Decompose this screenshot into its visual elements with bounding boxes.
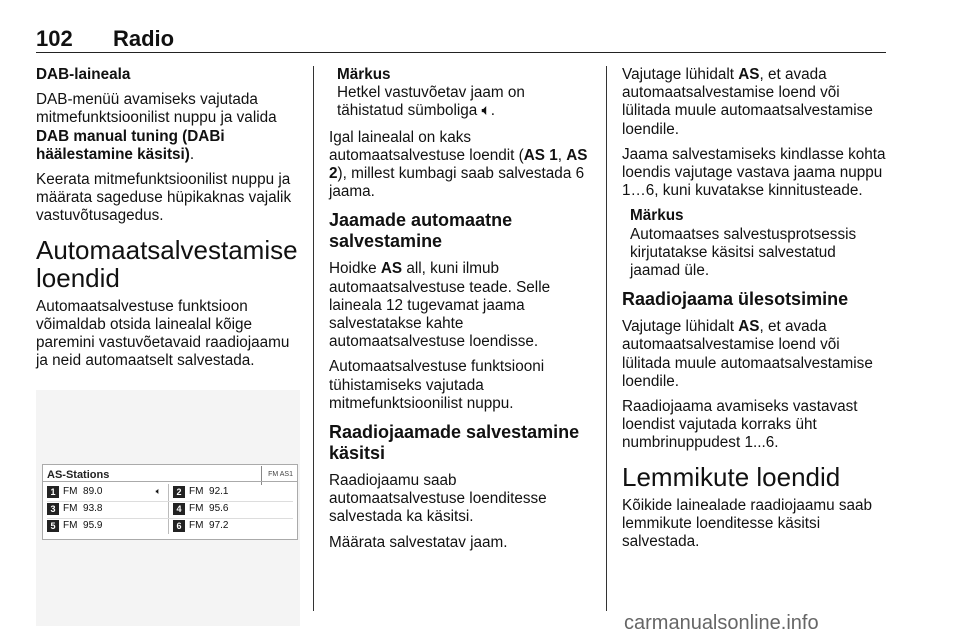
heading-recall: Raadiojaama ülesotsimine <box>622 289 849 310</box>
dab-paragraph-2: Keerata mitmefunktsioonilist nuppu ja määrata sageduse hüpikaknas vajalik vastuvõtusagedus. <box>36 171 292 225</box>
store-position-paragraph: Jaama salvestamiseks kindlasse kohta loendis vajutage vastava jaama nuppu 1…6, kuni kuvatakse kinnitusteade. <box>622 145 886 200</box>
favourites-paragraph: Kõikide lainealade raadiojaamu saab lemmikute loenditesse käsitsi salvestada. <box>622 496 873 551</box>
station-preset-1[interactable]: 1 FM 89.0 🔈︎ <box>47 484 167 499</box>
note-text: Hetkel vastuvõetav jaam on tähistatud sümboliga 🔈︎. <box>337 84 525 120</box>
note-text: Automaatses salvestusprotsessis kirjutatakse käsitsi salvestatud jaamad üle. <box>630 225 857 280</box>
section-heading-autostore: Automaatsalvestamise loendid <box>36 234 298 293</box>
autostore-paragraph: Automaatsalvestuse funktsioon võimaldab otsida lainealal kõige paremini vastuvõetavaid raadiojaamu ja neid automaatselt salvestada. <box>36 297 290 370</box>
page-header <box>36 24 886 53</box>
note-heading: Märkus <box>337 66 391 83</box>
page-number: 102 <box>36 26 73 51</box>
note-box-2 <box>630 207 887 280</box>
grid-separator <box>168 484 169 534</box>
note-box <box>337 66 591 121</box>
column-1 <box>36 66 300 626</box>
as-lists-paragraph: Igal lainealal on kaks automaatsalvestuse loendit (AS 1, AS 2), millest kumbagi saab salvestada 6 jaama. <box>329 128 588 201</box>
station-preset-2[interactable]: 2 FM 92.1 <box>173 484 228 499</box>
heading-manual-store: Raadiojaamade salvestamine käsitsi <box>329 422 580 464</box>
select-station-paragraph: Määrata salvestatav jaam. <box>329 533 508 551</box>
recall-paragraph-2: Raadiojaama avamiseks vastavast loendist vajutada korraks üht numbrinuppudest 1...6. <box>622 398 858 452</box>
watermark: carmanualsonline.info <box>624 612 819 634</box>
station-preset-3[interactable]: 3 FM 93.8 <box>47 501 102 516</box>
station-preset-5[interactable]: 5 FM 95.9 <box>47 518 102 533</box>
manual-store-paragraph: Raadiojaamu saab automaatsalvestuse loenditesse salvestada ka käsitsi. <box>329 472 547 526</box>
page-title: Radio <box>113 26 175 51</box>
dab-text: DAB-menüü avamiseks vajutada mitmefunktsioonilist nuppu ja valida <box>36 91 277 127</box>
station-preset-4[interactable]: 4 FM 95.6 <box>173 501 228 516</box>
dab-menu-item: DAB manual tuning (DABi häälestamine käsitsi) <box>36 127 225 163</box>
heading-auto-store: Jaamade automaatne salvestamine <box>329 210 513 252</box>
note-heading: Märkus <box>630 207 684 225</box>
as-stations-panel <box>42 464 298 540</box>
panel-title: AS-Stations <box>47 469 110 482</box>
recall-paragraph: Vajutage lühidalt AS, et avada automaatsalvestamise loend või lülitada muule automaatsalvestamise loendile. <box>622 318 873 390</box>
as-stations-figure <box>36 390 300 626</box>
station-preset-6[interactable]: 6 FM 97.2 <box>173 518 228 533</box>
dab-heading: DAB-laineala <box>36 66 131 83</box>
auto-store-paragraph: Hoidke AS all, kuni ilmub automaatsalvestuse teade. Selle laineala 12 tugevamat jaama salvestatakse kahte automaatsalvestuse loendisse. <box>329 260 551 351</box>
cancel-paragraph: Automaatsalvestuse funktsiooni tühistamiseks vajutada mitmefunktsioonilist nuppu. <box>329 358 545 412</box>
heading-favourites: Lemmikute loendid <box>622 461 841 492</box>
column-divider <box>606 66 607 611</box>
column-2 <box>329 66 591 559</box>
column-divider <box>313 66 314 611</box>
speaker-icon: 🔈︎ <box>155 486 161 497</box>
dab-end: . <box>189 145 195 163</box>
open-list-paragraph: Vajutage lühidalt AS, et avada automaatsalvestamise loend või lülitada muule automaatsalvestamise loendile. <box>622 66 873 138</box>
column-3 <box>622 66 887 558</box>
dab-paragraph <box>36 91 300 164</box>
panel-divider <box>43 481 297 482</box>
band-label: FM AS1 <box>261 466 293 484</box>
